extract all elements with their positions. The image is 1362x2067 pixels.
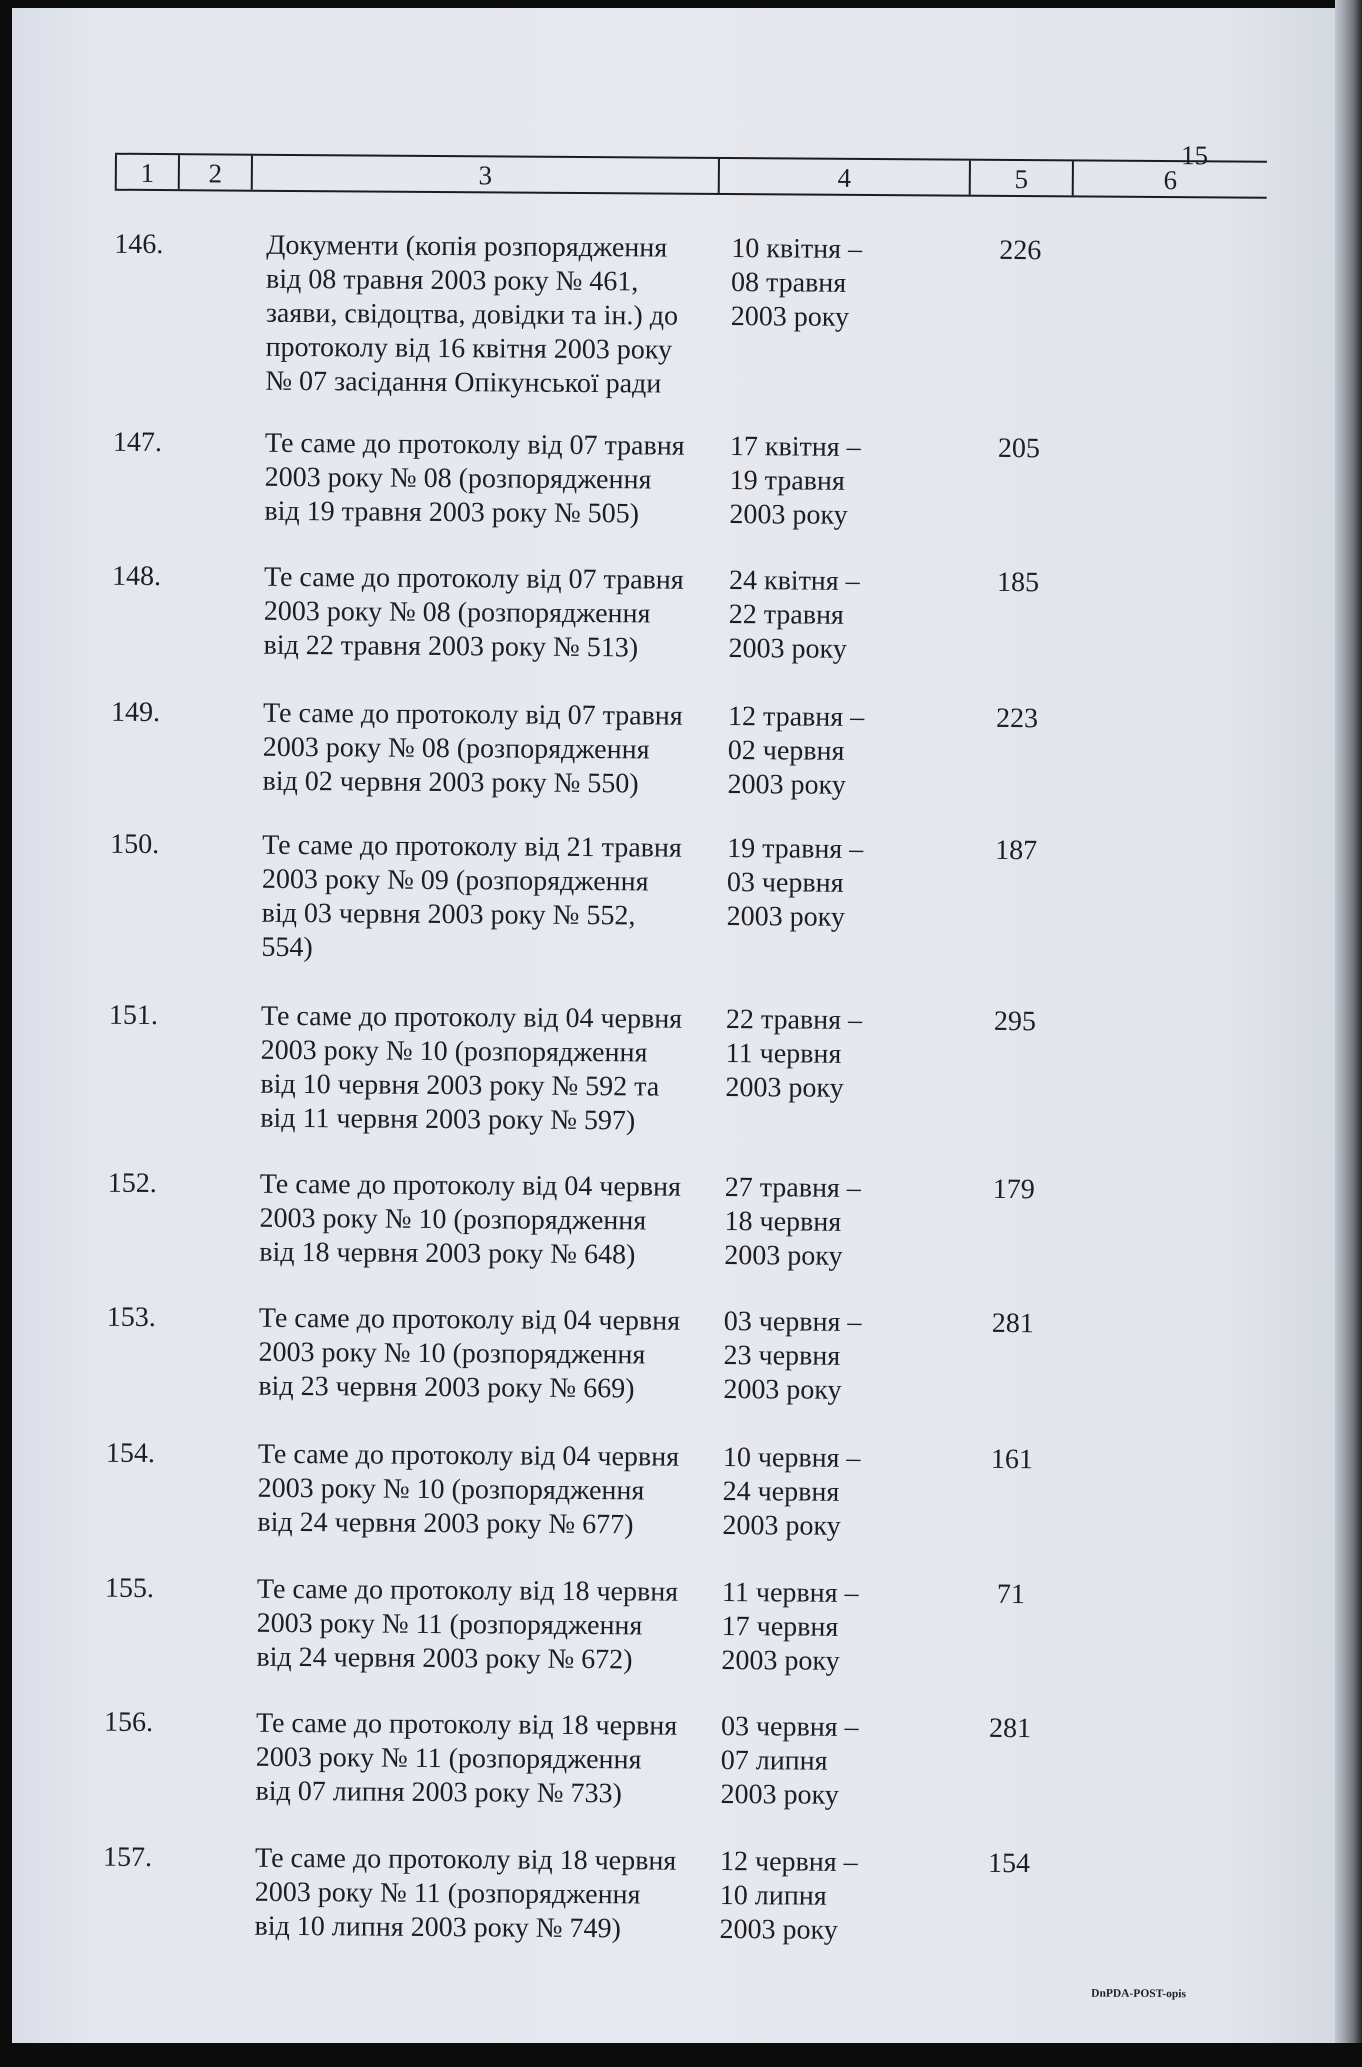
header-col-5: 5: [971, 161, 1074, 196]
inventory-row: [12, 1436, 1258, 1542]
header-col-6: 6: [1163, 165, 1178, 196]
row-count: 71: [996, 1578, 1026, 1611]
row-number: 156.: [103, 1706, 154, 1739]
inventory-row: [12, 227, 1266, 400]
row-count: 185: [996, 566, 1040, 599]
row-dates: 19 травня – 03 червня 2003 року: [726, 833, 864, 933]
inventory-row: [12, 425, 1265, 531]
row-dates: 10 червня – 24 червня 2003 року: [722, 1441, 861, 1542]
row-dates: 11 червня – 17 червня 2003 року: [721, 1576, 859, 1677]
inventory-row: [12, 1166, 1260, 1272]
row-title: Документи (копія розпорядження від 08 травня 2003 року № 461, заяви, свідоцтва, довідки та ін.) до протоколу від 16 квітня 2003 року № 07 засідання Опікунської ради: [265, 229, 679, 400]
row-number: 153.: [106, 1301, 156, 1334]
document-page: [12, 8, 1335, 2043]
page-number: 15: [1180, 140, 1209, 171]
footer-code: DnPDA-POST-opis: [1091, 1987, 1187, 2001]
row-number: 149.: [110, 696, 161, 729]
header-col-3: 3: [253, 156, 720, 193]
row-count: 223: [995, 702, 1039, 735]
inventory-row: [12, 559, 1264, 665]
row-title: Те саме до протоколу від 21 травня 2003 року № 09 (розпорядження від 03 червня 2003 року № 552, 554): [261, 829, 682, 964]
row-number: 152.: [107, 1167, 157, 1200]
row-title: Те саме до протоколу від 07 травня 2003 року № 08 (розпорядження від 02 червня 2003 року № 550): [262, 697, 683, 800]
table-header: [115, 153, 1267, 199]
row-number: 154.: [105, 1437, 156, 1470]
inventory-row: [12, 695, 1263, 801]
row-count: 161: [990, 1443, 1033, 1476]
row-title: Те саме до протоколу від 04 червня 2003 року № 10 (розпорядження від 18 червня 2003 року № 648): [259, 1168, 682, 1271]
row-title: Те саме до протоколу від 07 травня 2003 року № 08 (розпорядження від 19 травня 2003 року № 505): [264, 427, 685, 530]
row-count: 205: [997, 432, 1041, 465]
row-number: 147.: [112, 426, 163, 459]
row-title: Те саме до протоколу від 04 червня 2003 року № 10 (розпорядження від 10 червня 2003 року № 592 та від 11 червня 2003 року № 597): [260, 1000, 683, 1137]
inventory-row: [12, 1705, 1256, 1811]
row-dates: 17 квітня – 19 травня 2003 року: [729, 431, 861, 531]
row-dates: 22 травня – 11 червня 2003 року: [725, 1004, 863, 1104]
row-dates: 10 квітня – 08 травня 2003 року: [730, 233, 863, 333]
row-count: 179: [992, 1173, 1035, 1206]
row-title: Те саме до протоколу від 18 червня 2003 року № 11 (розпорядження від 24 червня 2003 року № 672): [256, 1573, 679, 1676]
row-dates: 03 червня – 23 червня 2003 року: [723, 1306, 862, 1406]
row-title: Те саме до протоколу від 18 червня 2003 року № 11 (розпорядження від 07 липня 2003 року № 733): [255, 1707, 678, 1810]
header-col-2: 2: [180, 155, 253, 190]
header-col-1: 1: [115, 155, 180, 189]
inventory-row: [12, 827, 1262, 964]
row-number: 151.: [108, 999, 159, 1032]
header-col-4: 4: [720, 159, 971, 195]
row-dates: 12 червня – 10 липня 2003 року: [719, 1845, 858, 1946]
inventory-row: [12, 1300, 1259, 1406]
inventory-row: [12, 1571, 1257, 1677]
row-count: 154: [987, 1847, 1031, 1880]
row-count: 226: [999, 234, 1042, 267]
row-number: 157.: [102, 1841, 153, 1874]
row-title: Те саме до протоколу від 04 червня 2003 року № 10 (розпорядження від 24 червня 2003 року № 677): [257, 1438, 680, 1541]
row-dates: 03 червня – 07 липня 2003 року: [720, 1710, 859, 1811]
row-dates: 27 травня – 18 червня 2003 року: [724, 1172, 861, 1272]
row-count: 281: [991, 1307, 1034, 1340]
row-title: Те саме до протоколу від 07 травня 2003 року № 08 (розпорядження від 22 травня 2003 року № 513): [263, 561, 684, 664]
row-number: 146.: [114, 228, 164, 261]
inventory-row: [12, 998, 1261, 1137]
row-title: Те саме до протоколу від 18 червня 2003 року № 11 (розпорядження від 10 липня 2003 року № 749): [254, 1842, 677, 1945]
row-count: 295: [993, 1005, 1037, 1038]
row-title: Те саме до протоколу від 04 червня 2003 року № 10 (розпорядження від 23 червня 2003 року № 669): [258, 1302, 681, 1405]
row-dates: 12 травня – 02 червня 2003 року: [727, 701, 865, 801]
row-count: 281: [988, 1712, 1032, 1745]
row-number: 155.: [104, 1572, 155, 1605]
page-content: [12, 8, 1335, 2043]
inventory-row: [12, 1840, 1255, 1946]
paper-edge: [1335, 0, 1362, 2043]
row-dates: 24 квітня – 22 травня 2003 року: [728, 565, 860, 665]
row-number: 148.: [111, 560, 162, 593]
row-number: 150.: [110, 828, 160, 861]
row-count: 187: [995, 834, 1038, 867]
